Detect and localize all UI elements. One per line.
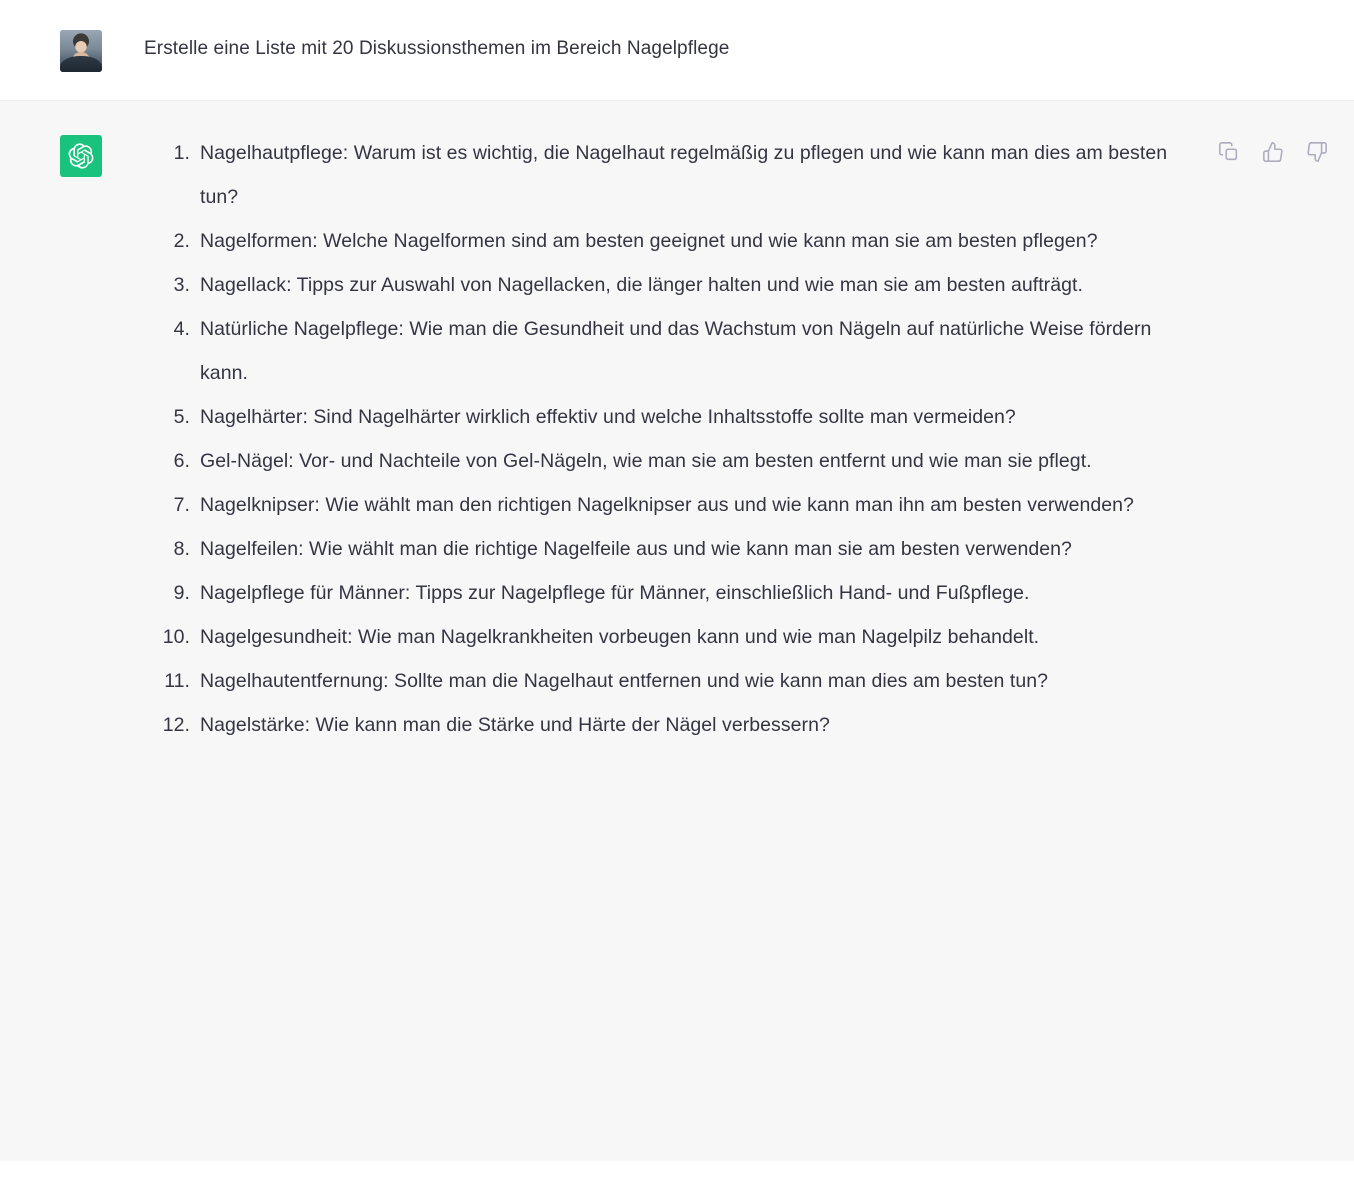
list-item: Nagelhautpflege: Warum ist es wichtig, die Nagelhaut regelmäßig zu pflegen und wie kann man dies am besten tun? bbox=[200, 142, 1168, 208]
list-item: Nagelgesundheit: Wie man Nagelkrankheiten vorbeugen kann und wie man Nagelpilz behandelt. bbox=[200, 626, 1040, 648]
list-item: Nagelformen: Welche Nagelformen sind am besten geeignet und wie kann man sie am besten pflegen? bbox=[200, 230, 1098, 252]
user-avatar bbox=[60, 30, 102, 72]
assistant-message-turn bbox=[0, 101, 1354, 1161]
list-item: Nagelfeilen: Wie wählt man die richtige Nagelfeile aus und wie kann man sie am besten verwenden? bbox=[200, 538, 1072, 560]
thumbs-up-icon[interactable] bbox=[1262, 141, 1284, 163]
avatar-shoulder bbox=[60, 56, 102, 72]
list-item: Nagelhautentfernung: Sollte man die Nagelhaut entfernen und wie kann man dies am besten tun? bbox=[200, 670, 1049, 692]
copy-icon[interactable] bbox=[1218, 141, 1240, 163]
list-item: Gel-Nägel: Vor- und Nachteile von Gel-Nägeln, wie man sie am besten entfernt und wie man sie pflegt. bbox=[200, 450, 1092, 472]
list-item: Nagelknipser: Wie wählt man den richtigen Nagelknipser aus und wie kann man ihn am besten verwenden? bbox=[200, 494, 1134, 516]
user-message-text: Erstelle eine Liste mit 20 Diskussionsthemen im Bereich Nagelpflege bbox=[144, 38, 730, 59]
list-item: Nagellack: Tipps zur Auswahl von Nagellacken, die länger halten und wie man sie am besten aufträgt. bbox=[200, 274, 1083, 296]
user-message-turn bbox=[0, 0, 1354, 101]
chatgpt-logo-icon bbox=[68, 143, 94, 169]
assistant-avatar bbox=[60, 135, 102, 177]
list-item: Nagelstärke: Wie kann man die Stärke und Härte der Nägel verbessern? bbox=[200, 714, 830, 736]
list-item: Nagelhärter: Sind Nagelhärter wirklich effektiv und welche Inhaltsstoffe sollte man vermeiden? bbox=[200, 406, 1016, 428]
list-item: Nagelpflege für Männer: Tipps zur Nagelpflege für Männer, einschließlich Hand- und Fußpflege. bbox=[200, 582, 1030, 604]
thumbs-down-icon[interactable] bbox=[1306, 141, 1328, 163]
list-item: Natürliche Nagelpflege: Wie man die Gesundheit und das Wachstum von Nägeln auf natürliche Weise fördern kann. bbox=[200, 318, 1152, 384]
assistant-message-body bbox=[144, 131, 1169, 747]
message-actions bbox=[1218, 141, 1328, 163]
topics-list bbox=[144, 131, 1169, 747]
